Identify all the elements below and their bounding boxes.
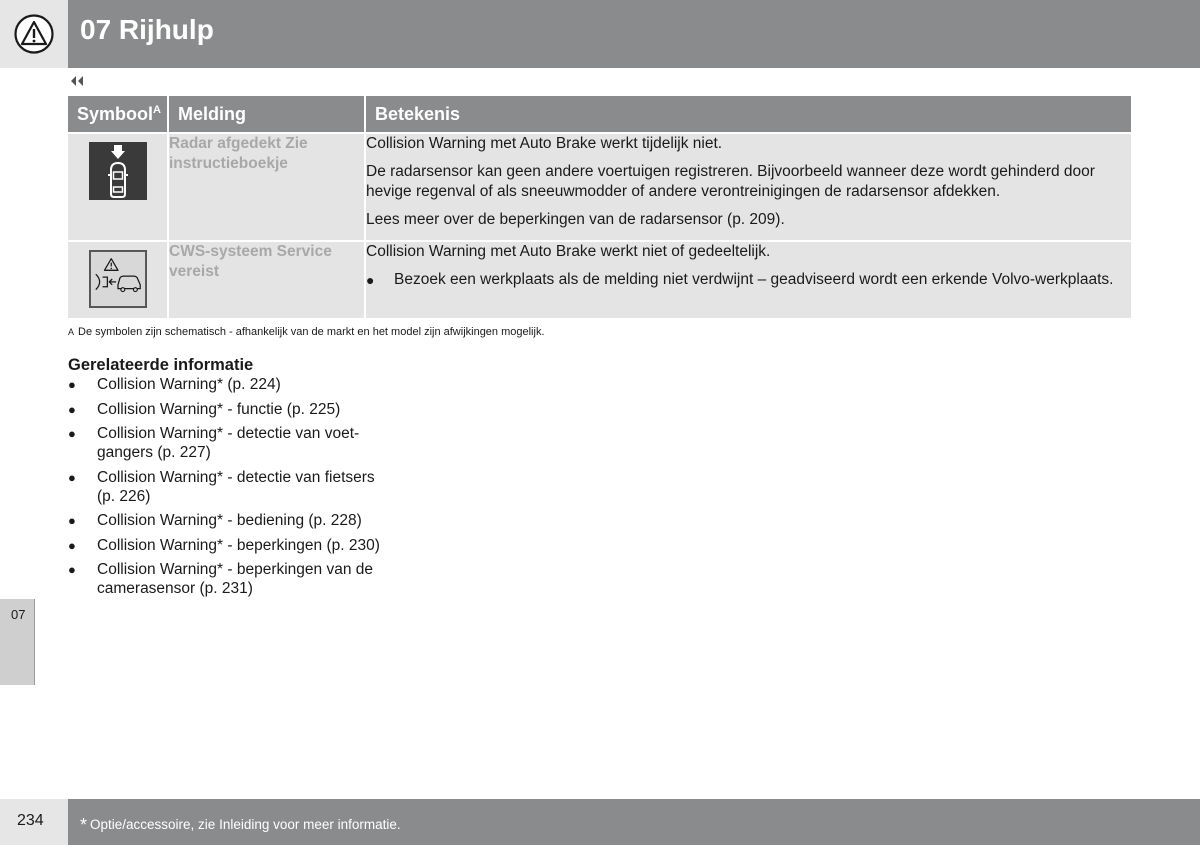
bullet-icon: ●: [68, 537, 76, 553]
page-number: 234: [17, 812, 44, 829]
header-symbol: Symbool$^A$: [68, 96, 168, 133]
bullet-icon: ●: [68, 426, 76, 441]
betekenis-link-text[interactable]: Lees meer over de beperkingen van de radarsensor (p. 209).: [366, 211, 785, 228]
chapter-number: 07: [11, 607, 26, 622]
bullet-icon: ●: [68, 377, 76, 392]
list-item[interactable]: ● Collision Warning* (p. 224): [68, 376, 281, 393]
header-betekenis: Betekenis: [365, 96, 1131, 133]
melding-cell: Radar afgedekt Zie instructieboekje: [168, 133, 365, 241]
symbol-cell: [68, 133, 168, 241]
header-icon-area: [0, 0, 68, 68]
table-header-row: [68, 96, 1131, 133]
related-info-title: Gerelateerde informatie: [68, 356, 254, 374]
cws-service-icon: [89, 250, 147, 308]
bullet-icon: ●: [366, 272, 375, 288]
bullet-icon: ●: [68, 513, 76, 528]
table-row: [68, 241, 1131, 318]
betekenis-text: De radarsensor kan geen andere voertuigen registreren. Bijvoorbeeld wanneer deze wordt gehinderd door hevige regenval of als sneeuwmodder of andere verontreinigingen de radarsensor afdekken.: [366, 163, 1095, 200]
chapter-side-tab[interactable]: [0, 599, 35, 685]
list-item[interactable]: ● Collision Warning* - beperkingen (p. 230): [68, 536, 380, 554]
bullet-icon: ●: [68, 401, 76, 417]
list-item[interactable]: ● Collision Warning* - detectie van fietsers (p. 226): [68, 468, 375, 505]
bullet-icon: ●: [68, 562, 76, 577]
betekenis-cell: [365, 133, 1131, 241]
list-item[interactable]: ● Collision Warning* - functie (p. 225): [68, 400, 341, 418]
table-row: [68, 133, 1131, 241]
footnote-marker: A: [68, 327, 75, 337]
list-item[interactable]: ● Collision Warning* - beperkingen van de camerasensor (p. 231): [68, 561, 373, 597]
message-table: [68, 96, 1131, 318]
melding-cell: CWS-systeem Service vereist: [168, 241, 365, 318]
list-item[interactable]: ● Collision Warning* - bediening (p. 228): [68, 512, 362, 529]
symbol-cell: [68, 241, 168, 318]
header-bar: [68, 0, 1200, 68]
bullet-text: Bezoek een werkplaats als de melding niet verdwijnt – geadviseerd wordt een erkende Volvo-werkplaats.: [394, 271, 1114, 288]
double-chevron-left-icon[interactable]: [68, 73, 88, 89]
radar-covered-icon: [89, 142, 147, 200]
bullet-icon: ●: [68, 469, 76, 485]
page-title: 07 Rijhulp: [80, 14, 214, 45]
betekenis-text: Collision Warning met Auto Brake werkt niet of gedeeltelijk.: [366, 243, 771, 260]
footnote-text: De symbolen zijn schematisch - afhankelijk van de markt en het model zijn afwijkingen mogelijk.: [78, 326, 545, 338]
list-item[interactable]: ● Collision Warning* - detectie van voet-gangers (p. 227): [68, 425, 360, 461]
warning-triangle-icon: [14, 14, 54, 54]
betekenis-cell: [365, 241, 1131, 318]
bullet-item: [366, 270, 1131, 290]
footer-note: [80, 815, 401, 836]
footnote: [68, 326, 545, 338]
header-melding: Melding: [168, 96, 365, 133]
betekenis-text: Collision Warning met Auto Brake werkt tijdelijk niet.: [366, 135, 723, 152]
footer-star: *: [80, 815, 88, 835]
footer-note-text: Optie/accessoire, zie Inleiding voor meer informatie.: [90, 817, 401, 832]
related-info-list: [68, 375, 408, 604]
